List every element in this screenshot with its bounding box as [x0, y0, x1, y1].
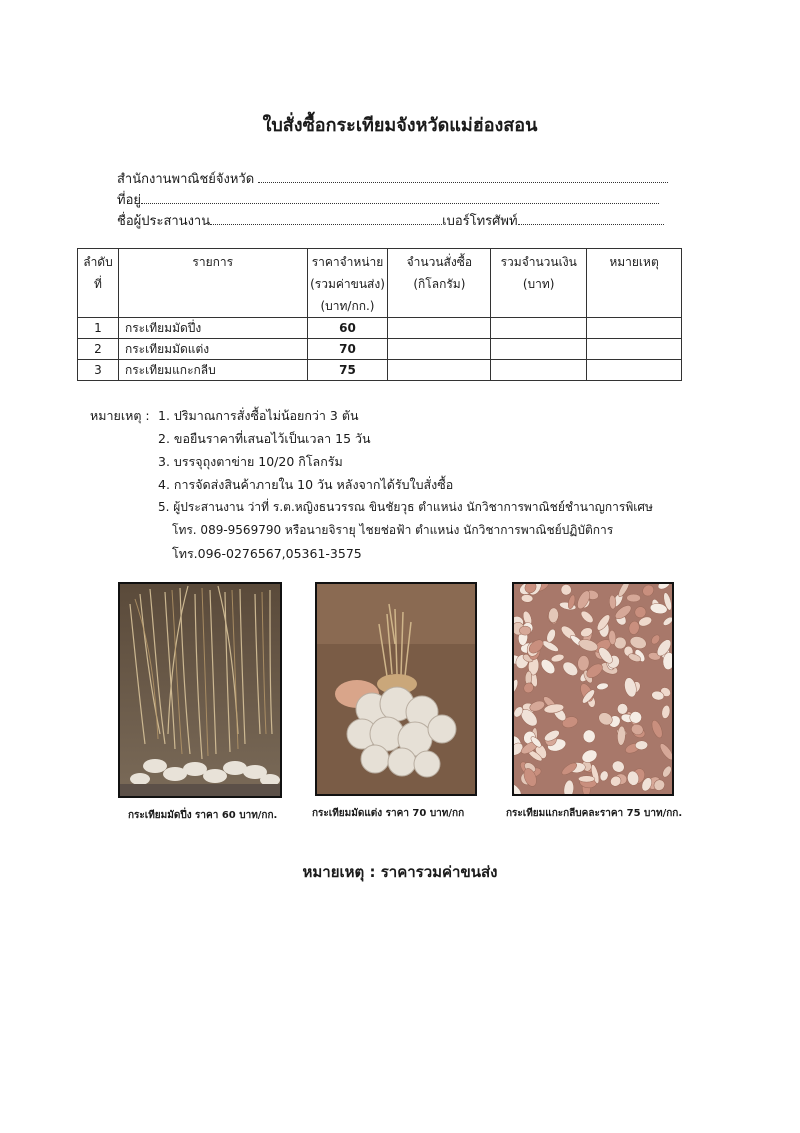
notes-label: หมายเหตุ : [90, 408, 150, 423]
photo-caption-2: กระเทียมมัดแต่ง ราคา 70 บาท/กก [312, 808, 465, 819]
table-row [78, 339, 682, 360]
garlic-trimmed-photo [315, 582, 477, 796]
row-price: 60 [307, 318, 388, 339]
header-item: รายการ [118, 249, 307, 318]
row-no: 2 [78, 339, 119, 360]
row-remark-cell[interactable] [587, 339, 682, 360]
document-title: ใบสั่งซื้อกระเทียมจังหวัดแม่ฮ่องสอน [262, 115, 538, 136]
header-quantity: จำนวนสั่งซื้อ (กิโลกรัม) [388, 249, 491, 318]
row-price: 75 [307, 360, 388, 381]
photo-caption-3: กระเทียมแกะกลีบคละราคา 75 บาท/กก. [506, 808, 683, 819]
header-no: ลำดับ ที่ [78, 249, 119, 318]
table-row [78, 318, 682, 339]
row-no: 3 [78, 360, 119, 381]
header-total: รวมจำนวนเงิน (บาท) [491, 249, 587, 318]
row-remark-cell[interactable] [587, 318, 682, 339]
row-total-cell[interactable] [491, 339, 587, 360]
address-label: ที่อยู่ [117, 193, 141, 208]
order-table [77, 248, 682, 381]
coordinator-blank[interactable] [210, 212, 442, 225]
note-line-7: โทร.096-0276567,05361-3575 [172, 546, 362, 561]
office-field[interactable] [117, 168, 668, 189]
row-item: กระเทียมมัดแต่ง [118, 339, 307, 360]
note-line-6: โทร. 089-9569790 หรือนายจิรายุ ไชยช่อฟ้า ตำแหน่ง นักวิชาการพาณิชย์ปฏิบัติการ [172, 523, 614, 537]
address-field[interactable] [117, 189, 659, 210]
office-label: สำนักงานพาณิชย์จังหวัด [117, 172, 255, 187]
footer-note: หมายเหตุ : ราคารวมค่าขนส่ง [302, 863, 498, 881]
photo-caption-1: กระเทียมมัดปึ่ง ราคา 60 บาท/กก. [128, 810, 278, 821]
garlic-trimmed-image [317, 584, 475, 794]
row-total-cell[interactable] [491, 318, 587, 339]
row-quantity-cell[interactable] [388, 360, 491, 381]
garlic-cloves-image [514, 584, 672, 794]
row-remark-cell[interactable] [587, 360, 682, 381]
note-line-1: 1. ปริมาณการสั่งซื้อไม่น้อยกว่า 3 ตัน [158, 408, 359, 423]
header-price: ราคาจำหน่าย (รวมค่าขนส่ง) (บาท/กก.) [307, 249, 388, 318]
row-item: กระเทียมแกะกลีบ [118, 360, 307, 381]
note-line-4: 4. การจัดส่งสินค้าภายใน 10 วัน หลังจากได้รับใบสั่งซื้อ [158, 477, 454, 492]
office-blank[interactable] [258, 170, 668, 183]
note-line-2: 2. ขอยืนราคาที่เสนอไว้เป็นเวลา 15 วัน [158, 431, 371, 446]
address-blank[interactable] [141, 191, 659, 204]
row-quantity-cell[interactable] [388, 318, 491, 339]
table-header-row [78, 249, 682, 318]
coordinator-field[interactable] [117, 210, 664, 231]
row-price: 70 [307, 339, 388, 360]
row-item: กระเทียมมัดปึ่ง [118, 318, 307, 339]
coordinator-label: ชื่อผู้ประสานงาน [117, 214, 211, 229]
row-total-cell[interactable] [491, 360, 587, 381]
row-no: 1 [78, 318, 119, 339]
note-line-5: 5. ผู้ประสานงาน ว่าที่ ร.ต.หญิงธนวรรณ ขินชัยวุธ ตำแหน่ง นักวิชาการพาณิชย์ชำนาญการพิเศษ [158, 500, 653, 514]
garlic-bundle-photo [118, 582, 282, 798]
table-row [78, 360, 682, 381]
header-remark: หมายเหตุ [587, 249, 682, 318]
garlic-bundle-image [120, 584, 280, 796]
phone-blank[interactable] [518, 212, 664, 225]
row-quantity-cell[interactable] [388, 339, 491, 360]
garlic-cloves-photo [512, 582, 674, 796]
phone-label: เบอร์โทรศัพท์ [442, 214, 518, 229]
note-line-3: 3. บรรจุถุงตาข่าย 10/20 กิโลกรัม [158, 454, 343, 469]
